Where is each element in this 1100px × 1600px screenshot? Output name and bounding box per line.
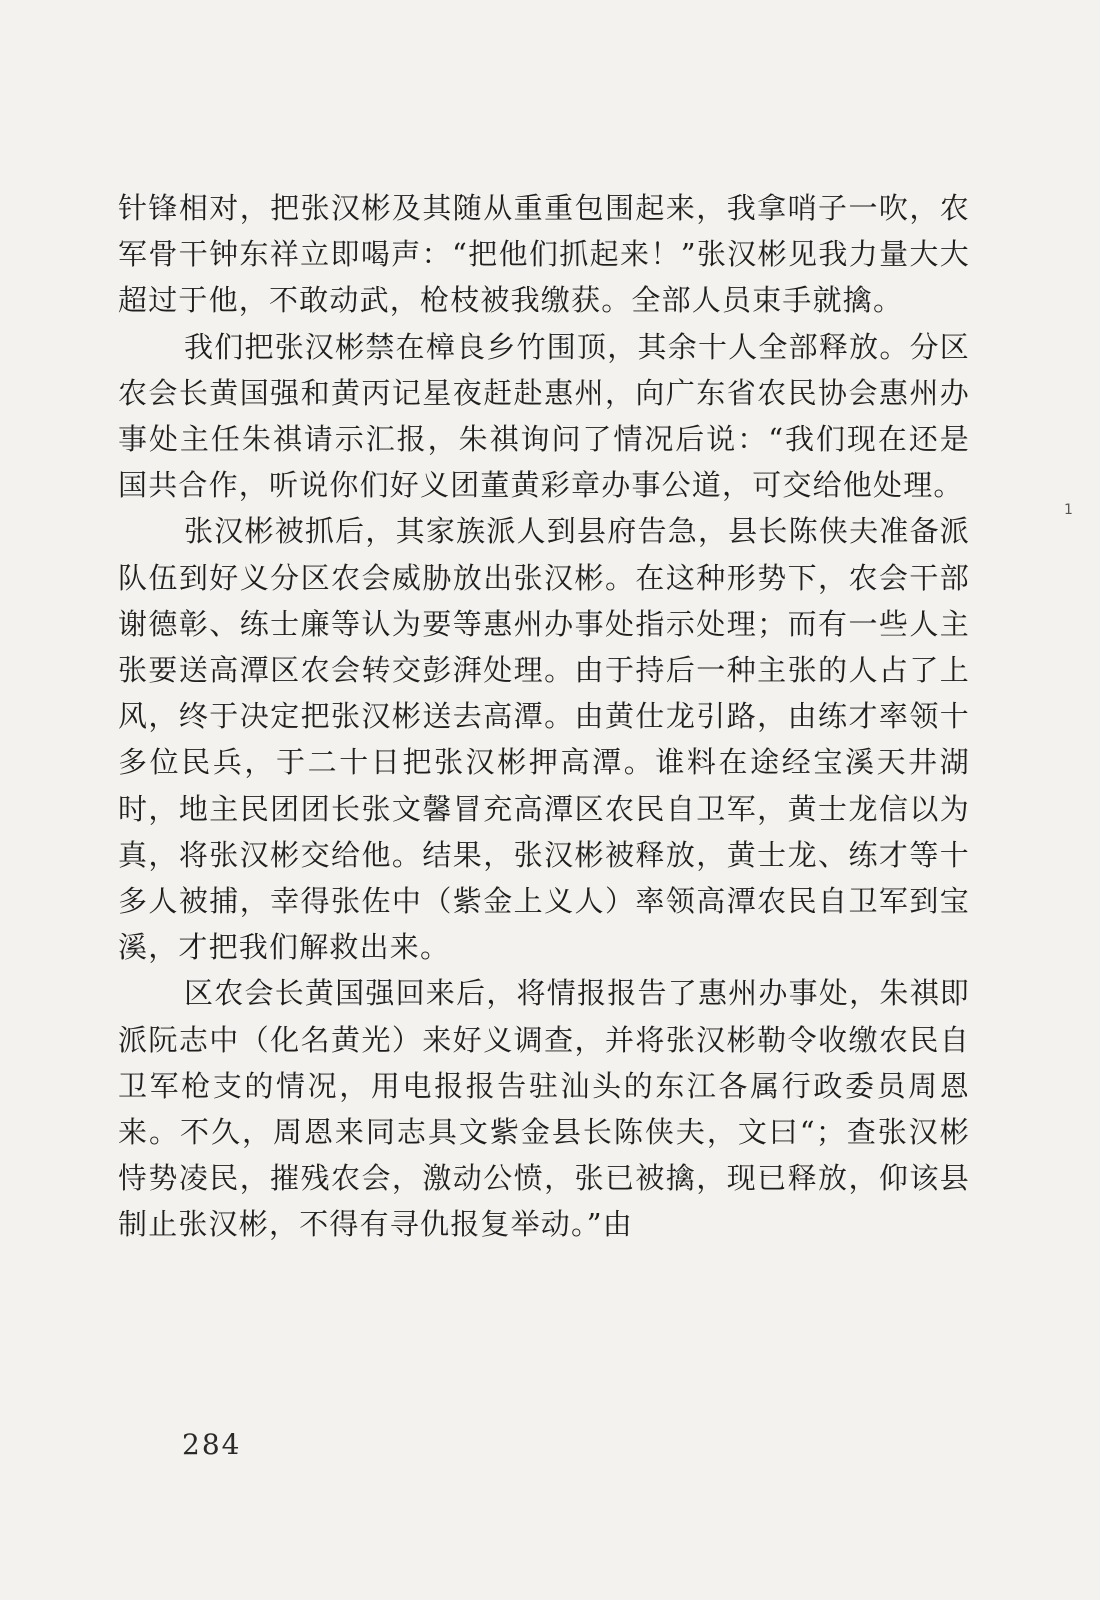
paragraph-4: 区农会长黄国强回来后，将情报报告了惠州办事处，朱祺即派阮志中（化名黄光）来好义调查，并将张汉彬勒令收缴农民自卫军枪支的情况，用电报报告驻汕头的东江各属行政委员周恩来。不久，周恩来同志具文紫金县长陈侠夫，文曰“；查张汉彬恃势凌民，摧残农会，激动公愤，张已被擒，现已释放，仰该县制止张汉彬，不得有寻仇报复举动。”由	[118, 976, 970, 1242]
paragraph-3: 张汉彬被抓后，其家族派人到县府告急，县长陈侠夫准备派队伍到好义分区农会威胁放出张汉彬。在这种形势下，农会干部谢德彰、练士廉等认为要等惠州办事处指示处理；而有一些人主张要送高潭区农会转交彭湃处理。由于持后一种主张的人占了上风，终于决定把张汉彬送去高潭。由黄仕龙引路，由练才率领十多位民兵，于二十日把张汉彬押高潭。谁料在途经宝溪天井湖时，地主民团团长张文馨冒充高潭区农民自卫军，黄士龙信以为真，将张汉彬交给他。结果，张汉彬被释放，黄士龙、练才等十多人被捕，幸得张佐中（紫金上义人）率领高潭农民自卫军到宝溪，才把我们解救出来。	[118, 514, 970, 965]
paragraph-1: 针锋相对，把张汉彬及其随从重重包围起来，我拿哨子一吹，农军骨干钟东祥立即喝声：“把他们抓起来！”张汉彬见我力量大大超过于他，不敢动武，枪枝被我缴获。全部人员束手就擒。	[118, 191, 970, 318]
page-number: 284	[182, 1428, 242, 1461]
paragraph-2: 我们把张汉彬禁在樟良乡竹围顶，其余十人全部释放。分区农会长黄国强和黄丙记星夜赶赴惠州，向广东省农民协会惠州办事处主任朱祺请示汇报，朱祺询问了情况后说：“我们现在还是国共合作，听说你们好义团董黄彩章办事公道，可交给他处理。	[118, 329, 970, 503]
margin-mark: 1	[1064, 502, 1073, 518]
body-text	[118, 185, 970, 1248]
